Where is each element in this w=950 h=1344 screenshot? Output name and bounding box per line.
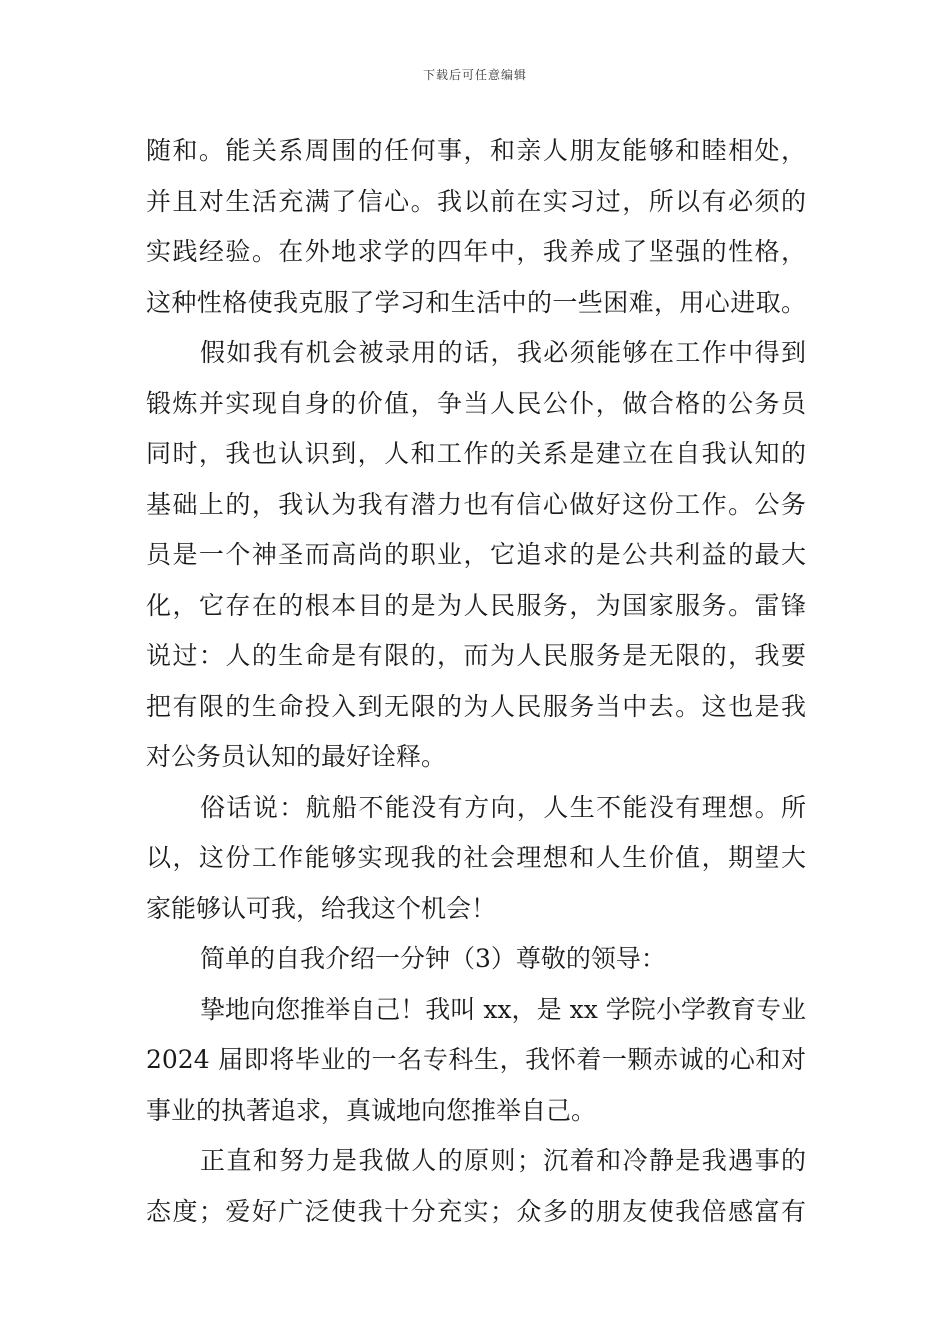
text-line: 实践经验。在外地求学的四年中，我养成了坚强的性格， bbox=[146, 237, 806, 266]
text-line: 员是一个神圣而高尚的职业，它追求的是公共利益的最大 bbox=[146, 540, 806, 569]
text-line: 对公务员认知的最好诠释。 bbox=[146, 742, 447, 771]
text-line: 基础上的，我认为我有潜力也有信心做好这份工作。公务 bbox=[146, 489, 806, 519]
document-body bbox=[146, 126, 806, 1237]
text-line: 并且对生活充满了信心。我以前在实习过，所以有必须的 bbox=[146, 186, 806, 216]
page-header: 下载后可任意编辑 bbox=[422, 68, 527, 82]
text-line: 把有限的生命投入到无限的为人民服务当中去。这也是我 bbox=[146, 691, 806, 721]
text-line: 家能够认可我，给我这个机会！ bbox=[146, 893, 497, 923]
text-line: 化，它存在的根本目的是为人民服务，为国家服务。雷锋 bbox=[146, 590, 806, 620]
text-line: 同时，我也认识到，人和工作的关系是建立在自我认知的 bbox=[146, 439, 806, 468]
text-line: 态度；爱好广泛使我十分充实；众多的朋友使我倍感富有 bbox=[146, 1196, 806, 1226]
text-line: 以，这份工作能够实现我的社会理想和人生价值，期望大 bbox=[146, 843, 806, 872]
text-line: 说过：人的生命是有限的，而为人民服务是无限的，我要 bbox=[146, 641, 806, 670]
text-line: 2024 届即将毕业的一名专科生，我怀着一颗赤诚的心和对 bbox=[146, 1045, 806, 1074]
text-line: 假如我有机会被录用的话，我必须能够在工作中得到 bbox=[200, 338, 806, 367]
text-line: 挚地向您推举自己！我叫 xx，是 xx 学院小学教育专业 bbox=[200, 994, 806, 1024]
text-line: 俗话说：航船不能没有方向，人生不能没有理想。所 bbox=[200, 792, 806, 822]
text-line: 事业的执著追求，真诚地向您推举自己。 bbox=[146, 1095, 597, 1125]
text-line: 随和。能关系周围的任何事，和亲人朋友能够和睦相处， bbox=[146, 136, 806, 165]
text-line: 锻炼并实现自身的价值，争当人民公仆，做合格的公务员 bbox=[146, 388, 806, 418]
text-line: 简单的自我介绍一分钟（3）尊敬的领导： bbox=[200, 944, 666, 973]
text-line: 正直和努力是我做人的原则；沉着和冷静是我遇事的 bbox=[200, 1146, 806, 1175]
text-line: 这种性格使我克服了学习和生活中的一些困难，用心进取。 bbox=[146, 287, 806, 317]
